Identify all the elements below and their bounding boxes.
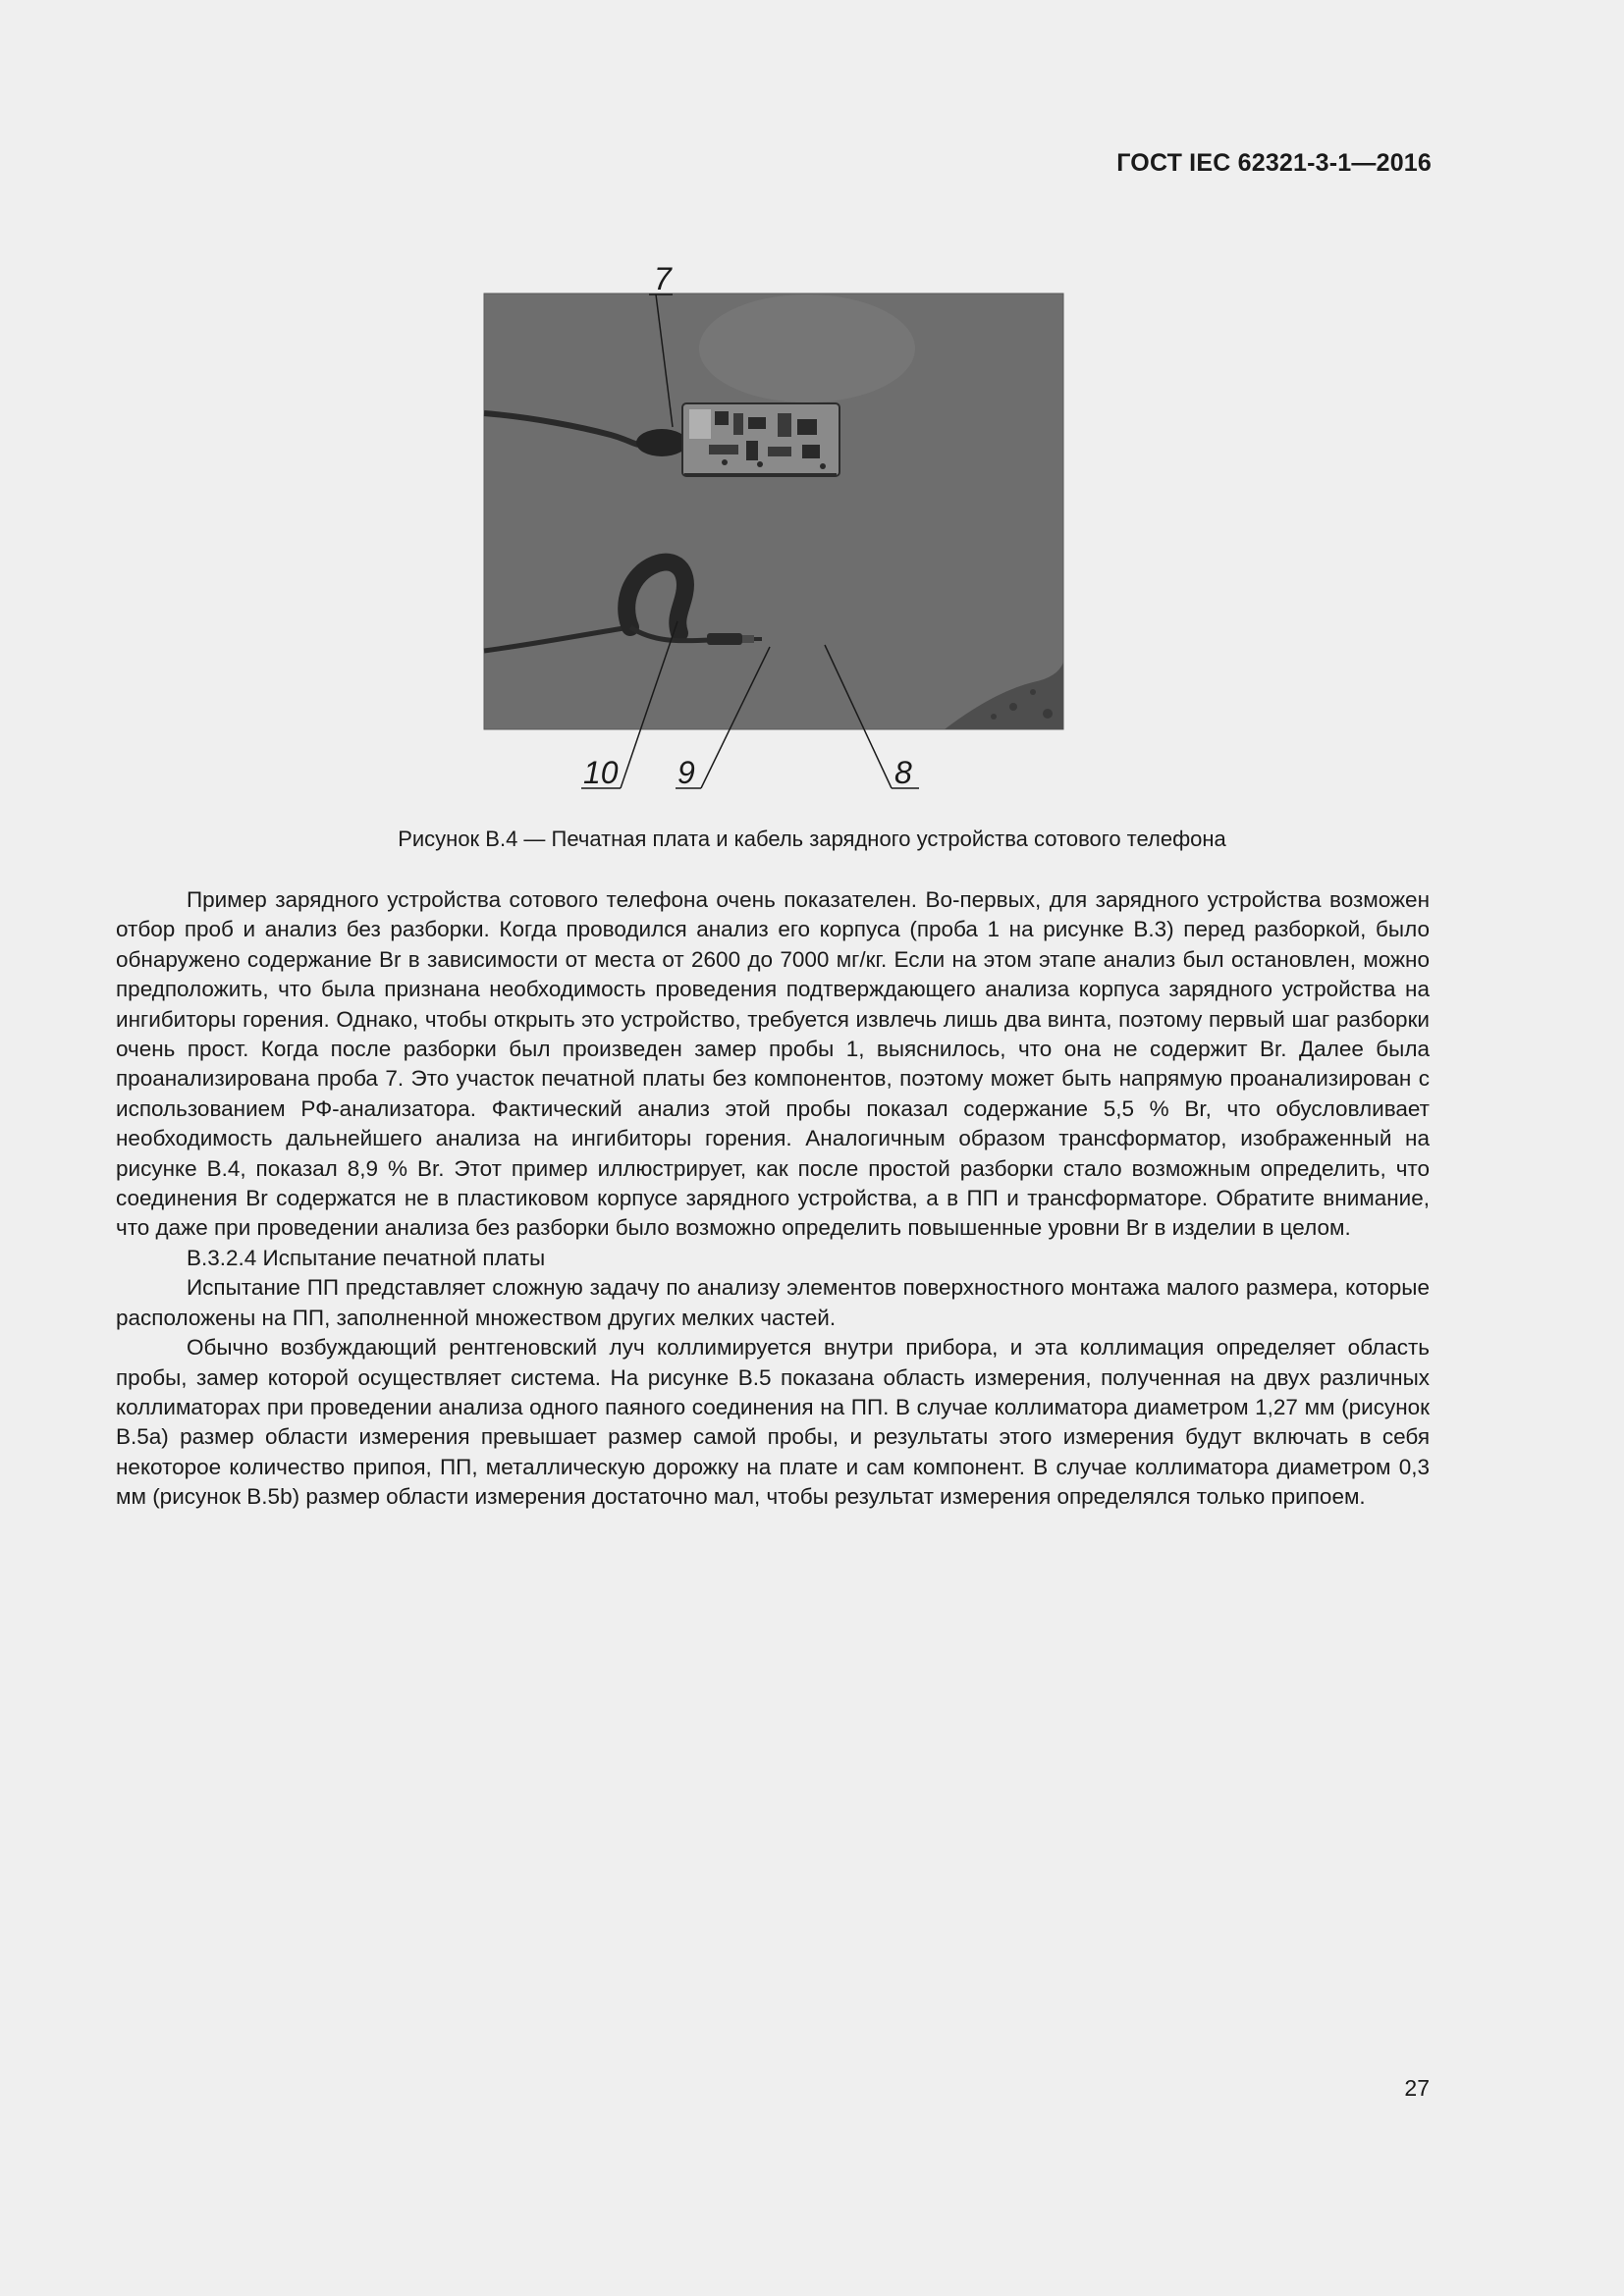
- paragraph-charger-example: Пример зарядного устройства сотового телефона очень показателен. Во-первых, для зарядного устройства возможен отбор проб и анализ без разборки. Когда проводился анализ его корпуса (проба 1 на рисунке В.3) перед разборкой, было обнаружено содержание Br в зависимости от места от 2600 до 7000 мг/кг. Если на этом этапе анализ был остановлен, можно предположить, что была признана необходимость проведения подтверждающего анализа корпуса зарядного устройства на ингибиторы горения. Однако, чтобы открыть это устройство, требуется извлечь лишь два винта, поэтому первый шаг разборки очень прост. Когда после разборки был произведен замер пробы 1, выяснилось, что она не содержит Br. Далее была проанализирована проба 7. Это участок печатной платы без компонентов, поэтому может быть напрямую проанализирован с использованием РФ-анализатора. Фактический анализ этой пробы показал содержание 5,5 % Br, что обусловливает необходимость дальнейшего анализа на ингибиторы горения. Аналогичным образом трансформатор, изображенный на рисунке В.4, показал 8,9 % Br. Этот пример иллюстрирует, как после простой разборки стало возможным определить, что соединения Br содержатся не в пластиковом корпусе зарядного устройства, а в ПП и трансформаторе. Обратите внимание, что даже при проведении анализа без разборки было возможно определить повышенные уровни Br в изделии в целом.: [116, 887, 1430, 1241]
- cable-strain-relief: [636, 429, 687, 456]
- section-heading: В.3.2.4 Испытание печатной платы: [187, 1245, 546, 1270]
- page-number: 27: [1404, 2075, 1430, 2101]
- callout-8: 8: [894, 755, 912, 790]
- figure-caption: Рисунок В.4 — Печатная плата и кабель зарядного устройства сотового телефона: [398, 827, 1226, 851]
- figure-b4: [483, 231, 1072, 790]
- callout-7: 7: [654, 261, 672, 296]
- body-text: [116, 885, 1430, 1513]
- callout-10: 10: [583, 755, 619, 790]
- paragraph-pcb-testing: Испытание ПП представляет сложную задачу по анализу элементов поверхностного монтажа малого размера, которые расположены на ПП, заполненной множеством других мелких частей.: [116, 1275, 1430, 1330]
- paragraph-collimation: Обычно возбуждающий рентгеновский луч коллимируется внутри прибора, и эта коллимация определяет область пробы, замер которой осуществляет система. На рисунке В.5 показана область измерения, полученная на двух различных коллиматорах при проведении анализа одного паяного соединения на ПП. В случае коллиматора диаметром 1,27 мм (рисунок В.5а) размер области измерения превышает размер самой пробы, и результаты этого измерения будут включать в себя некоторое количество припоя, ПП, металлическую дорожку на плате и сам компонент. В случае коллиматора диаметром 0,3 мм (рисунок В.5b) размер области измерения достаточно мал, чтобы результат измерения определялся только припоем.: [116, 1335, 1430, 1510]
- printed-circuit-board: [682, 403, 839, 476]
- figure-b4-photo: [483, 231, 1072, 790]
- cable-connector: [707, 633, 742, 645]
- document-code: ГОСТ IEC 62321-3-1—2016: [1116, 149, 1432, 177]
- callout-9: 9: [677, 755, 695, 790]
